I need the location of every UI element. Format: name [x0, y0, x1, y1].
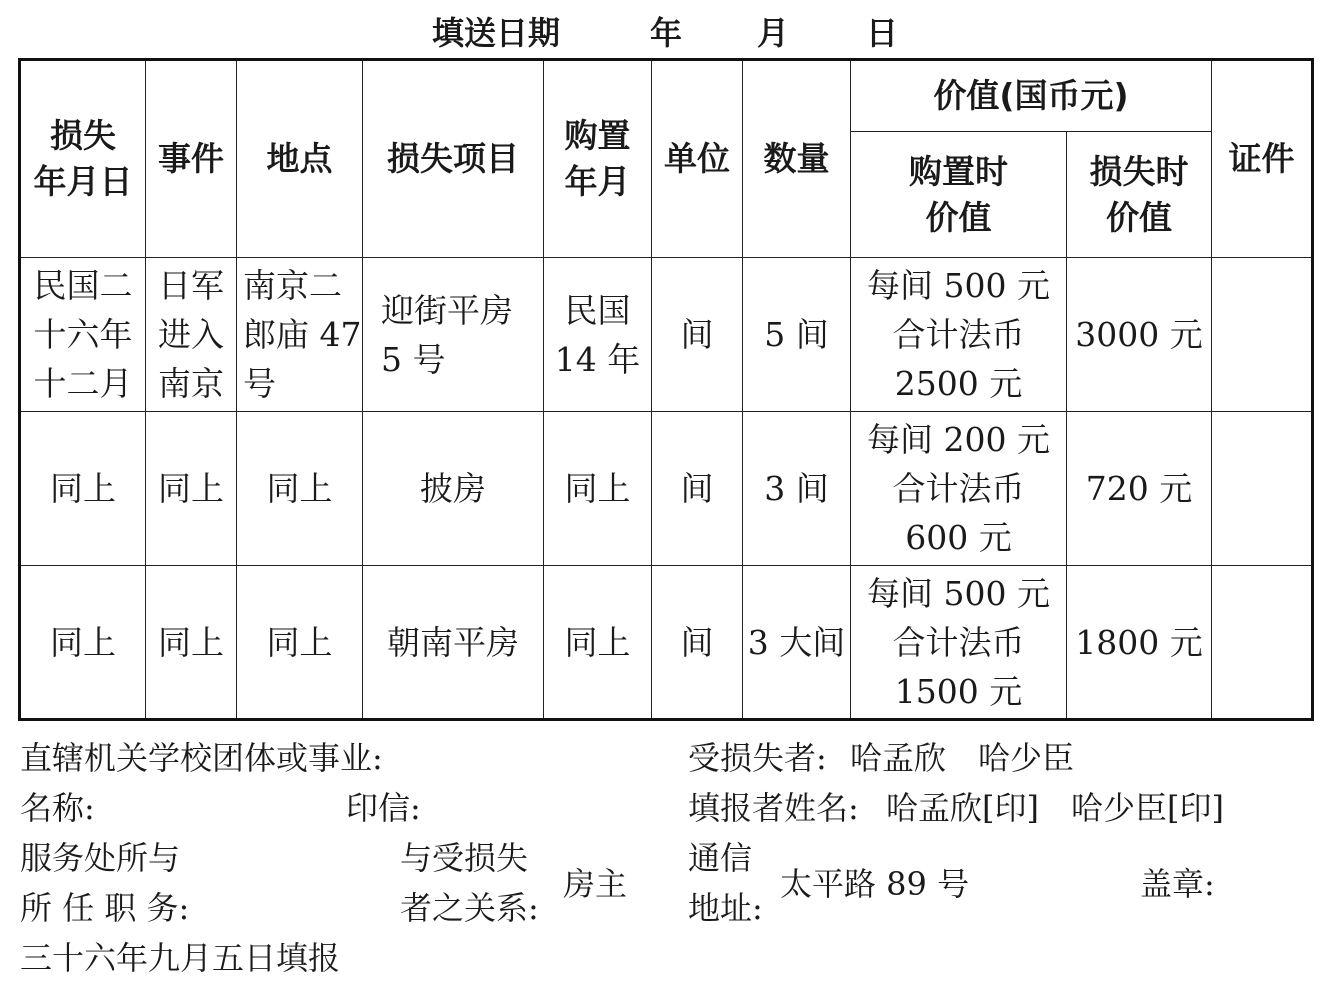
cell-value-purchase: 每间 500 元 合计法币 1500 元	[851, 566, 1067, 720]
cell-loss-date: 同上	[20, 566, 146, 720]
date-filled: 三十六年九月五日填报	[20, 939, 341, 977]
cell-value-loss: 1800 元	[1067, 566, 1212, 720]
header-certificate: 证件	[1212, 60, 1313, 258]
cell-certificate	[1212, 258, 1313, 412]
cell-unit: 间	[652, 566, 743, 720]
cell-value-loss: 3000 元	[1067, 258, 1212, 412]
cell-purchase-date: 同上	[544, 412, 652, 566]
cell-loss-date: 同上	[20, 412, 146, 566]
loss-report-table	[18, 58, 1314, 721]
header-unit: 单位	[652, 60, 743, 258]
header-value-group: 价值(国币元)	[851, 60, 1212, 132]
cell-event: 日军 进入 南京	[146, 258, 237, 412]
cell-certificate	[1212, 412, 1313, 566]
cell-certificate	[1212, 566, 1313, 720]
table-row	[20, 566, 1313, 720]
cell-unit: 间	[652, 412, 743, 566]
cell-purchase-date: 同上	[544, 566, 652, 720]
table-row	[20, 412, 1313, 566]
position-label-line1: 服务处所与	[20, 839, 181, 877]
header-item: 损失项目	[363, 60, 544, 258]
relation-label-line2: 者之关系:	[400, 889, 539, 927]
cell-quantity: 5 间	[743, 258, 851, 412]
table-row	[20, 258, 1313, 412]
cell-value-purchase: 每间 500 元 合计法币 2500 元	[851, 258, 1067, 412]
victim-label: 受损失者:	[688, 739, 827, 777]
address-label-line1: 通信	[688, 839, 753, 877]
form-title	[0, 8, 1324, 52]
cell-item: 迎街平房 5 号	[363, 258, 544, 412]
cell-quantity: 3 大间	[743, 566, 851, 720]
cell-loss-date: 民国二 十六年 十二月	[20, 258, 146, 412]
header-value-purchase: 购置时 价值	[851, 132, 1067, 258]
cell-location: 同上	[237, 566, 363, 720]
stamp-label: 盖章:	[1140, 865, 1215, 903]
cell-location: 南京二 郎庙 47 号	[237, 258, 363, 412]
header-purchase-date: 购置 年月	[544, 60, 652, 258]
cell-unit: 间	[652, 258, 743, 412]
header-location: 地点	[237, 60, 363, 258]
year-label: 年	[650, 14, 683, 52]
day-label: 日	[866, 14, 899, 52]
cell-value-purchase: 每间 200 元 合计法币 600 元	[851, 412, 1067, 566]
cell-event: 同上	[146, 566, 237, 720]
cell-quantity: 3 间	[743, 412, 851, 566]
org-label: 直辖机关学校团体或事业:	[20, 739, 383, 777]
seal-label: 印信:	[346, 789, 421, 827]
victim-value: 哈孟欣 哈少臣	[850, 739, 1075, 777]
header-event: 事件	[146, 60, 237, 258]
header-quantity: 数量	[743, 60, 851, 258]
position-label-line2: 所 任 职 务:	[20, 889, 190, 927]
address-label-line2: 地址:	[688, 889, 763, 927]
relation-value: 房主	[563, 865, 628, 903]
cell-item: 朝南平房	[363, 566, 544, 720]
cell-event: 同上	[146, 412, 237, 566]
cell-item: 披房	[363, 412, 544, 566]
name-label: 名称:	[20, 789, 95, 827]
cell-purchase-date: 民国 14 年	[544, 258, 652, 412]
reporter-value: 哈孟欣[印] 哈少臣[印]	[886, 789, 1224, 827]
address-value: 太平路 89 号	[780, 865, 970, 903]
reporter-label: 填报者姓名:	[688, 789, 859, 827]
header-value-loss: 损失时 价值	[1067, 132, 1212, 258]
header-loss-date: 损失 年月日	[20, 60, 146, 258]
cell-location: 同上	[237, 412, 363, 566]
cell-value-loss: 720 元	[1067, 412, 1212, 566]
month-label: 月	[757, 14, 790, 52]
relation-label-line1: 与受损失	[400, 839, 529, 877]
fill-date-label: 填送日期	[432, 14, 561, 52]
